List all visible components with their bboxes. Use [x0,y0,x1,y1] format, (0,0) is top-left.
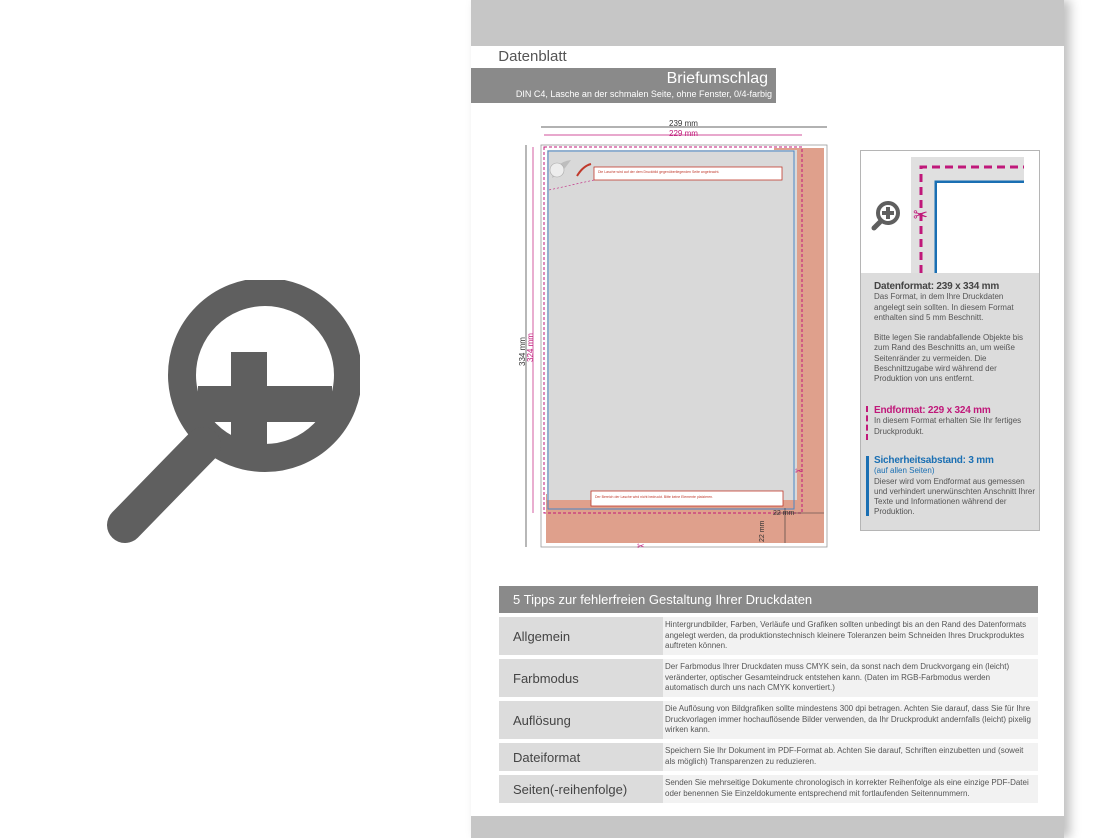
page-header-band [471,0,1064,46]
svg-text:✂: ✂ [913,205,929,226]
tip-label: Auflösung [499,701,663,739]
envelope-diagram [519,118,829,553]
sicherheit-text: Dieser wird vom Endformat aus gemessen und verhindert unerwünschten Anschnitt Ihrer Texte und Informationen während der Produktion. [874,476,1035,517]
height-outer-label: 334 mm [518,337,527,366]
svg-text:✂: ✂ [795,467,803,477]
tip-label: Dateiformat [499,743,663,771]
tip-text: Senden Sie mehrseitige Dokumente chronologisch in korrekter Reihenfolge als eine einzige PDF-Datei oder benennen Sie Einzeldokumente entsprechend mit fortlaufenden Seitennummern. [663,775,1038,803]
zoom-in-icon[interactable] [105,280,360,550]
width-inner-label: 229 mm [669,129,698,138]
flap-bottom-label: 22 mm [759,520,766,542]
tip-row [499,775,1038,803]
datasheet-page [471,0,1064,838]
flap-right-label: 22 mm [773,510,795,517]
top-note: Die Lasche wird auf der dem Druckbild gegenüberliegenden Seite angebracht. [598,170,720,174]
tip-text: Speichern Sie Ihr Dokument im PDF-Format ab. Achten Sie darauf, Schriften einzubetten und (soweit als möglich) Transparenzen zu reduzieren. [663,743,1038,771]
tip-label: Seiten(-reihenfolge) [499,775,663,803]
datenformat-title: Datenformat: 239 x 334 mm [874,281,1000,292]
endformat-marker [866,406,868,440]
product-title: Briefumschlag [666,70,768,87]
width-outer-label: 239 mm [669,119,698,128]
datenformat-text: Das Format, in dem Ihre Druckdaten angelegt sein sollten. In diesem Format enthalten sind 5 mm Beschnitt. [874,292,1014,322]
height-inner-label: 324 mm [526,333,535,362]
tip-text: Hintergrundbilder, Farben, Verläufe und Grafiken sollten unbedingt bis an den Rand des Datenformats angelegt werden, da produktionstechnisch kleinere Toleranzen beim Schneiden Ihres Druckproduktes auftreten können. [663,617,1038,655]
product-subtitle: DIN C4, Lasche an der schmalen Seite, ohne Fenster, 0/4-farbig [515,89,772,99]
datenformat-text-2: Bitte legen Sie randabfallende Objekte bis zum Rand des Beschnitts an, um weiße Seitenränder zu vermeiden. Die Beschnittzugabe wird während der Produktion von uns entfernt. [874,333,1023,384]
tips-table [499,586,1038,803]
tip-label: Allgemein [499,617,663,655]
tip-label: Farbmodus [499,659,663,697]
sicherheit-sub: (auf allen Seiten) [874,466,935,476]
tips-header: 5 Tipps zur fehlerfreien Gestaltung Ihrer Druckdaten [499,586,1038,613]
bottom-note: Der Bereich der Lasche wird nicht bedruckt. Bitte keine Elemente platzieren. [595,495,714,499]
datasheet-tab: Datenblatt [475,46,590,68]
page-footer-band [471,816,1064,838]
sicherheit-marker [866,456,869,516]
tip-row [499,659,1038,697]
endformat-title: Endformat: 229 x 324 mm [874,405,991,416]
tip-row [499,617,1038,655]
svg-text:✂: ✂ [637,542,645,552]
tip-text: Die Auflösung von Bildgrafiken sollte mindestens 300 dpi betragen. Achten Sie darauf, dass Sie für Ihre Druckvorlagen immer hochauflösende Bilder verwenden, da Ihr Druckprodukt andernfalls (leicht) pixelig wirken kann. [663,701,1038,739]
tip-text: Der Farbmodus Ihrer Druckdaten muss CMYK sein, da sonst nach dem Druckvorgang ein (leicht) veränderter, optischer Gesamteindruck entstehen kann. (Daten im RGB-Farbmodus werden automatisch durch uns nach CMYK konvertiert.) [663,659,1038,697]
sicherheit-title: Sicherheitsabstand: 3 mm [874,455,994,466]
tip-row [499,743,1038,771]
tip-row [499,701,1038,739]
format-info-box [860,150,1040,531]
endformat-text: In diesem Format erhalten Sie Ihr fertiges Druckprodukt. [874,416,1022,436]
title-bar [471,68,776,103]
corner-detail [861,151,1039,273]
